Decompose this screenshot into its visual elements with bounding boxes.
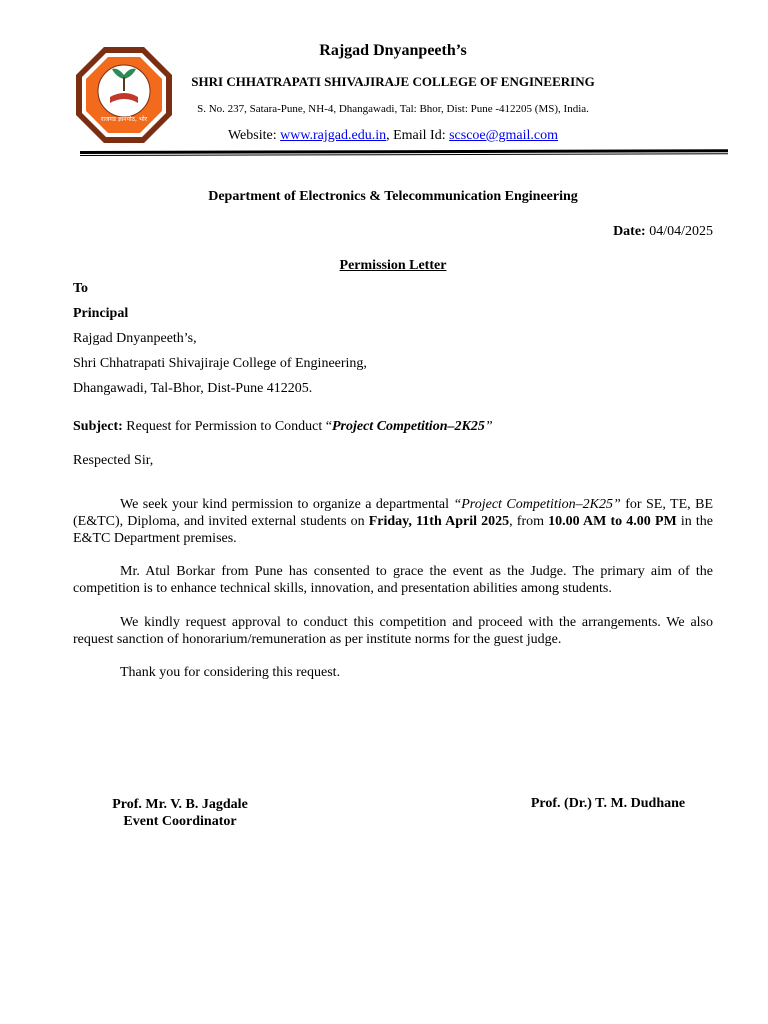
recipient-line1: Rajgad Dnyanpeeth’s, xyxy=(73,331,197,346)
signatory-left-role: Event Coordinator xyxy=(123,814,237,829)
p1-time: 10.00 AM to 4.00 PM xyxy=(548,514,677,529)
subject-label: Subject: xyxy=(73,419,123,434)
p1-text-c: , from xyxy=(509,514,549,529)
letter-date xyxy=(613,224,713,240)
body-paragraph-4: Thank you for considering this request. xyxy=(120,665,341,680)
letter-title: Permission Letter xyxy=(339,258,447,273)
contact-line xyxy=(180,128,606,144)
p1-date: Friday, 11th April 2025 xyxy=(368,514,510,529)
college-seal-icon xyxy=(74,45,174,145)
signatory-left-name: Prof. Mr. V. B. Jagdale xyxy=(112,797,248,812)
to-label: To xyxy=(73,281,89,296)
subject-line xyxy=(73,419,493,435)
college-address: S. No. 237, Satara-Pune, NH-4, Dhangawadi, Tal: Bhor, Dist: Pune -412205 (MS), India. xyxy=(197,103,589,115)
subject-event: Project Competition–2K25 xyxy=(331,419,485,434)
trust-name: Rajgad Dnyanpeeth’s xyxy=(319,42,467,59)
signatory-right-name: Prof. (Dr.) T. M. Dudhane xyxy=(530,796,686,811)
date-label: Date: xyxy=(613,224,646,239)
email-link[interactable]: scscoe@gmail.com xyxy=(449,128,559,143)
p1-text-a: We seek your kind permission to organize a departmental xyxy=(120,497,454,512)
website-link[interactable]: www.rajgad.edu.in xyxy=(280,128,387,143)
recipient-line2: Shri Chhatrapati Shivajiraje College of Engineering, xyxy=(73,356,367,371)
svg-text:राजगड ज्ञानपीठ, भोर: राजगड ज्ञानपीठ, भोर xyxy=(100,116,148,123)
email-label: , Email Id: xyxy=(386,128,450,143)
p1-text-d: in the E&TC Department premises. xyxy=(73,514,714,546)
recipient-line3: Dhangawadi, Tal-Bhor, Dist-Pune 412205. xyxy=(73,381,313,396)
college-name: SHRI CHHATRAPATI SHIVAJIRAJE COLLEGE OF ENGINEERING xyxy=(191,74,595,89)
body-paragraph-3: We kindly request approval to conduct this competition and proceed with the arrangements. We also request sanction of honorarium/remuneration as per institute norms for the guest judge. xyxy=(73,615,713,647)
recipient-designation: Principal xyxy=(73,306,129,321)
department-heading: Department of Electronics & Telecommunication Engineering xyxy=(208,189,578,204)
salutation: Respected Sir, xyxy=(73,453,154,468)
website-label: Website: xyxy=(227,128,281,143)
body-paragraph-2: Mr. Atul Borkar from Pune has consented to grace the event as the Judge. The primary aim of the competition is to enhance technical skills, innovation, and presentation abilities among students. xyxy=(73,564,713,596)
date-value: 04/04/2025 xyxy=(649,224,713,239)
body-paragraph-1 xyxy=(73,496,713,547)
signature-left xyxy=(90,796,270,830)
subject-close: ” xyxy=(484,419,493,434)
signature-right xyxy=(500,796,716,812)
recipient-block xyxy=(73,276,367,401)
subject-text: Request for Permission to Conduct “ xyxy=(122,419,332,434)
p1-text-b: for SE, TE, BE (E&TC), Diploma, and invited external students on xyxy=(73,497,714,529)
p1-event: “Project Competition–2K25” xyxy=(453,497,621,512)
